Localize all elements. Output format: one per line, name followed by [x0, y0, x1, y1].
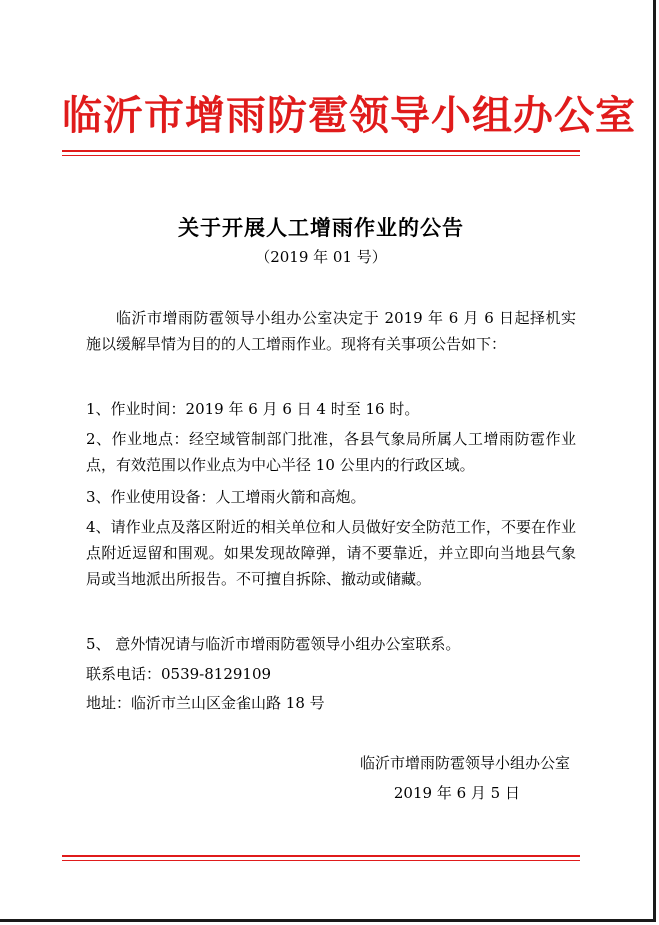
header-rule-thin — [62, 155, 580, 156]
footer-rule-thick — [62, 855, 580, 857]
notice-item-5: 5、 意外情况请与临沂市增雨防雹领导小组办公室联系。 — [86, 635, 461, 653]
footer-rule-thin — [62, 860, 580, 861]
notice-item-1: 1、作业时间：2019 年 6 月 6 日 4 时至 16 时。 — [86, 400, 420, 418]
org-header-title: 临沂市增雨防雹领导小组办公室 — [62, 92, 636, 139]
notice-number: （2019 年 01 号） — [255, 248, 387, 266]
contact-address: 地址：临沂市兰山区金雀山路 18 号 — [86, 694, 325, 712]
notice-item-2: 2、作业地点：经空域管制部门批准，各县气象局所属人工增雨防雹作业点，有效范围以作业点为中心半径 10 公里内的行政区域。 — [86, 430, 576, 474]
signature-date: 2019 年 6 月 5 日 — [393, 784, 520, 802]
notice-intro: 临沂市增雨防雹领导小组办公室决定于 2019 年 6 月 6 日起择机实施以缓解旱情为目的的人工增雨作业。现将有关事项公告如下： — [86, 309, 576, 353]
contact-phone: 联系电话：0539-8129109 — [86, 665, 272, 683]
header-rule-thick — [62, 150, 580, 152]
notice-title: 关于开展人工增雨作业的公告 — [178, 215, 464, 240]
notice-item-4: 4、请作业点及落区附近的相关单位和人员做好安全防范工作，不要在作业点附近逗留和围观。如果发现故障弹，请不要靠近，并立即向当地县气象局或当地派出所报告。不可擅自拆除、撤动或储藏。 — [86, 518, 576, 588]
signature-org: 临沂市增雨防雹领导小组办公室 — [359, 754, 570, 772]
notice-item-3: 3、作业使用设备：人工增雨火箭和高炮。 — [86, 488, 366, 506]
